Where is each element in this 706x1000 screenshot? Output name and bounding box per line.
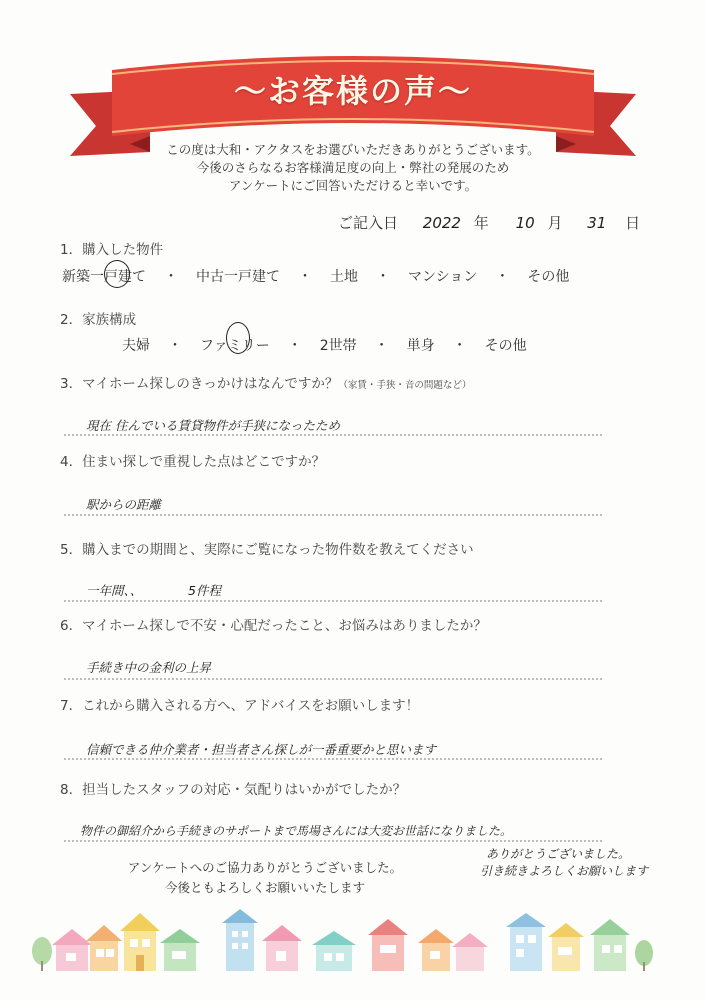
month-unit: 月 <box>547 214 563 232</box>
q6-answer-line <box>64 678 602 680</box>
q6-answer: 手続き中の金利の上昇 <box>86 660 212 675</box>
intro-line-3: アンケートにご回答いただけると幸いです。 <box>228 178 478 193</box>
question-8: 8．担当したスタッフの対応・気配りはいかがでしたか？ <box>60 782 407 798</box>
q8-answer-line-3: 引き続きよろしくお願いします <box>480 864 649 878</box>
q2-selection-circle <box>226 322 250 354</box>
house-row-illustration <box>0 905 706 985</box>
entry-date <box>338 212 640 233</box>
q8-answer-line-2: ありがとうございました。 <box>486 847 631 861</box>
q5-answer-line <box>64 600 602 602</box>
q1-option-land[interactable]: 土地 <box>330 269 358 285</box>
day-unit: 日 <box>625 214 641 232</box>
q1-option-other[interactable]: その他 <box>527 269 570 285</box>
question-5: 5．購入までの期間と、実際にご覧になった物件数を教えてください <box>60 542 474 558</box>
q2-option-single[interactable]: 単身 <box>406 338 435 354</box>
q5-answer-count: 5件程 <box>188 583 221 598</box>
q2-option-family[interactable]: ファミリー <box>200 338 270 354</box>
q3-answer: 現在 住んでいる賃貸物件が手狭になったため <box>86 418 340 433</box>
question-7: 7．これから購入される方へ、アドバイスをお願いします！ <box>60 698 420 714</box>
question-3-note: （家賃・手狭・音の問題など） <box>338 380 472 391</box>
q1-selection-circle <box>104 260 130 288</box>
question-4: 4．住まい探しで重視した点はどこですか？ <box>60 454 326 470</box>
q3-answer-line <box>64 434 602 436</box>
q7-answer: 信頼できる仲介業者・担当者さん探しが一番重要かと思います <box>86 742 437 757</box>
date-month: 10 <box>515 214 535 232</box>
page-title: 〜お客様の声〜 <box>233 72 472 110</box>
question-2: 2．家族構成 <box>60 312 137 328</box>
q2-option-couple[interactable]: 夫婦 <box>122 338 150 354</box>
q7-answer-line <box>64 758 602 760</box>
q5-answer-period: 一年間、、 <box>86 583 143 598</box>
question-3 <box>60 372 471 392</box>
question-3-text: 3．マイホーム探しのきっかけはなんですか？ <box>60 376 339 392</box>
question-6: 6．マイホーム探しで不安・心配だったこと、お悩みはありましたか？ <box>60 618 487 634</box>
q2-option-other[interactable]: その他 <box>484 338 527 354</box>
year-unit: 年 <box>473 214 489 232</box>
closing-line-1: アンケートへのご協力ありがとうございました。 <box>127 860 403 875</box>
intro-line-2: 今後のさらなるお客様満足度の向上・弊社の発展のため <box>196 160 510 175</box>
date-year: 2022 <box>422 214 461 232</box>
q2-option-two-generation[interactable]: 2世帯 <box>319 338 357 354</box>
question-1: 1．購入した物件 <box>60 242 164 258</box>
q8-answer-line-1: 物件の御紹介から手続きのサポートまで馬場さんには大変お世話になりました。 <box>80 824 513 838</box>
q2-options: 夫婦 ・ ファミリー ・ 2世帯 ・ 単身 ・ その他 <box>122 335 527 355</box>
intro-line-1: この度は大和・アクタスをお選びいただきありがとうございます。 <box>166 142 540 157</box>
closing-line-2: 今後ともよろしくお願いいたします <box>164 880 365 895</box>
q1-option-new-house[interactable]: 新築一戸建て <box>62 269 146 285</box>
q8-answer-line <box>64 840 602 842</box>
q4-answer-line <box>64 514 602 516</box>
q4-answer: 駅からの距離 <box>86 497 162 512</box>
date-label: ご記入日 <box>338 214 399 232</box>
q1-options: 新築一戸建て ・ 中古一戸建て ・ 土地 ・ マンション ・ その他 <box>62 266 569 286</box>
date-day: 31 <box>587 214 607 232</box>
q1-option-used-house[interactable]: 中古一戸建て <box>196 269 280 285</box>
q1-option-mansion[interactable]: マンション <box>408 269 478 285</box>
